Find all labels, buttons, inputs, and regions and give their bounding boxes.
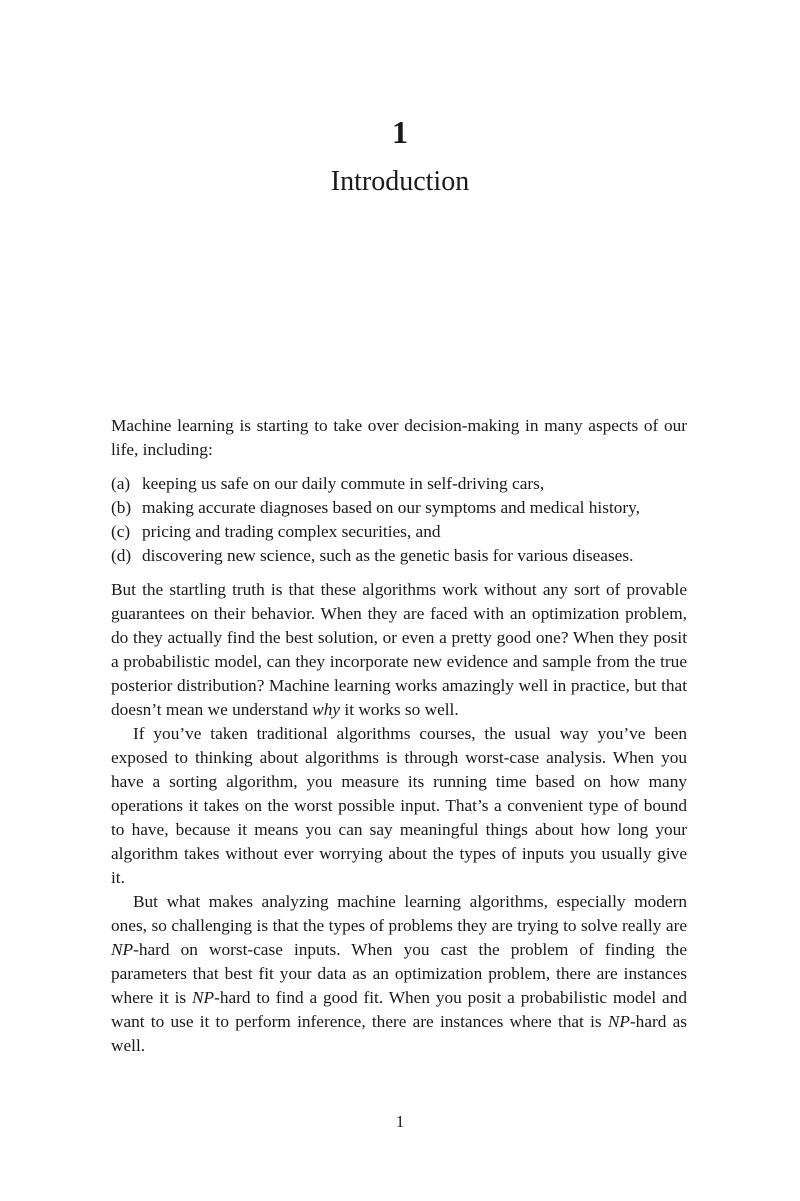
paragraph-worst-case: If you’ve taken traditional algorithms courses, the usual way you’ve been exposed to thinking about algorithms is through worst-case analysis. When you have a sorting algorithm, you measure its running time based on how many operations it takes on the worst possible input. That’s a convenient type of bound to have, because it means you can say meaningful things about how long your algorithm takes without ever worrying about the types of inputs you usually give it. — [111, 724, 687, 887]
paragraph-guarantees — [111, 578, 687, 722]
list-item-text: discovering new science, such as the genetic basis for various diseases. — [142, 546, 634, 565]
paragraph-text: -hard as well. — [111, 1012, 687, 1055]
list-item-text: keeping us safe on our daily commute in self-driving cars, — [142, 474, 545, 493]
list-marker: (a) — [111, 474, 131, 493]
list-item-text: making accurate diagnoses based on our symptoms and medical history, — [142, 498, 640, 517]
list-marker: (c) — [111, 522, 131, 541]
list-item — [111, 544, 687, 568]
intro-paragraph: Machine learning is starting to take over decision-making in many aspects of our life, including: — [111, 416, 687, 459]
body-text — [111, 414, 687, 1058]
page-number: 1 — [395, 1112, 405, 1131]
emphasis-np: NP — [192, 988, 215, 1007]
paragraph-np-hard — [111, 890, 687, 1058]
chapter-number: 1 — [392, 114, 408, 150]
list-item — [111, 520, 687, 544]
list-item — [111, 496, 687, 520]
paragraph-text: it works so well. — [340, 700, 459, 719]
chapter-title: Introduction — [330, 166, 470, 197]
list-item — [111, 472, 687, 496]
application-list — [111, 472, 687, 568]
emphasis-np: NP — [607, 1012, 630, 1031]
list-item-text: pricing and trading complex securities, and — [142, 522, 441, 541]
paragraph-text: But the startling truth is that these algorithms work without any sort of provable guarantees on their behavior. When they are faced with an optimization problem, do they actually find the best solution, or even a pretty good one? When they posit a probabilistic model, can they incorporate new evidence and sample from the true posterior distribution? Machine learning works amazingly well in practice, but that doesn’t mean we understand — [111, 580, 687, 719]
paragraph-text: But what makes analyzing machine learning algorithms, especially modern ones, so challenging is that the types of problems they are trying to solve really are — [111, 892, 687, 935]
list-marker: (b) — [111, 498, 132, 517]
paragraph-text: -hard to find a good fit. When you posit a probabilistic model and want to use it to perform inference, there are instances where that is — [111, 988, 687, 1031]
emphasis-text: why — [312, 700, 341, 719]
emphasis-np: NP — [111, 940, 134, 959]
paragraph-text: -hard on worst-case inputs. When you cast the problem of finding the parameters that best fit your data as an optimization problem, there are instances where it is — [111, 940, 687, 1007]
list-marker: (d) — [111, 546, 132, 565]
